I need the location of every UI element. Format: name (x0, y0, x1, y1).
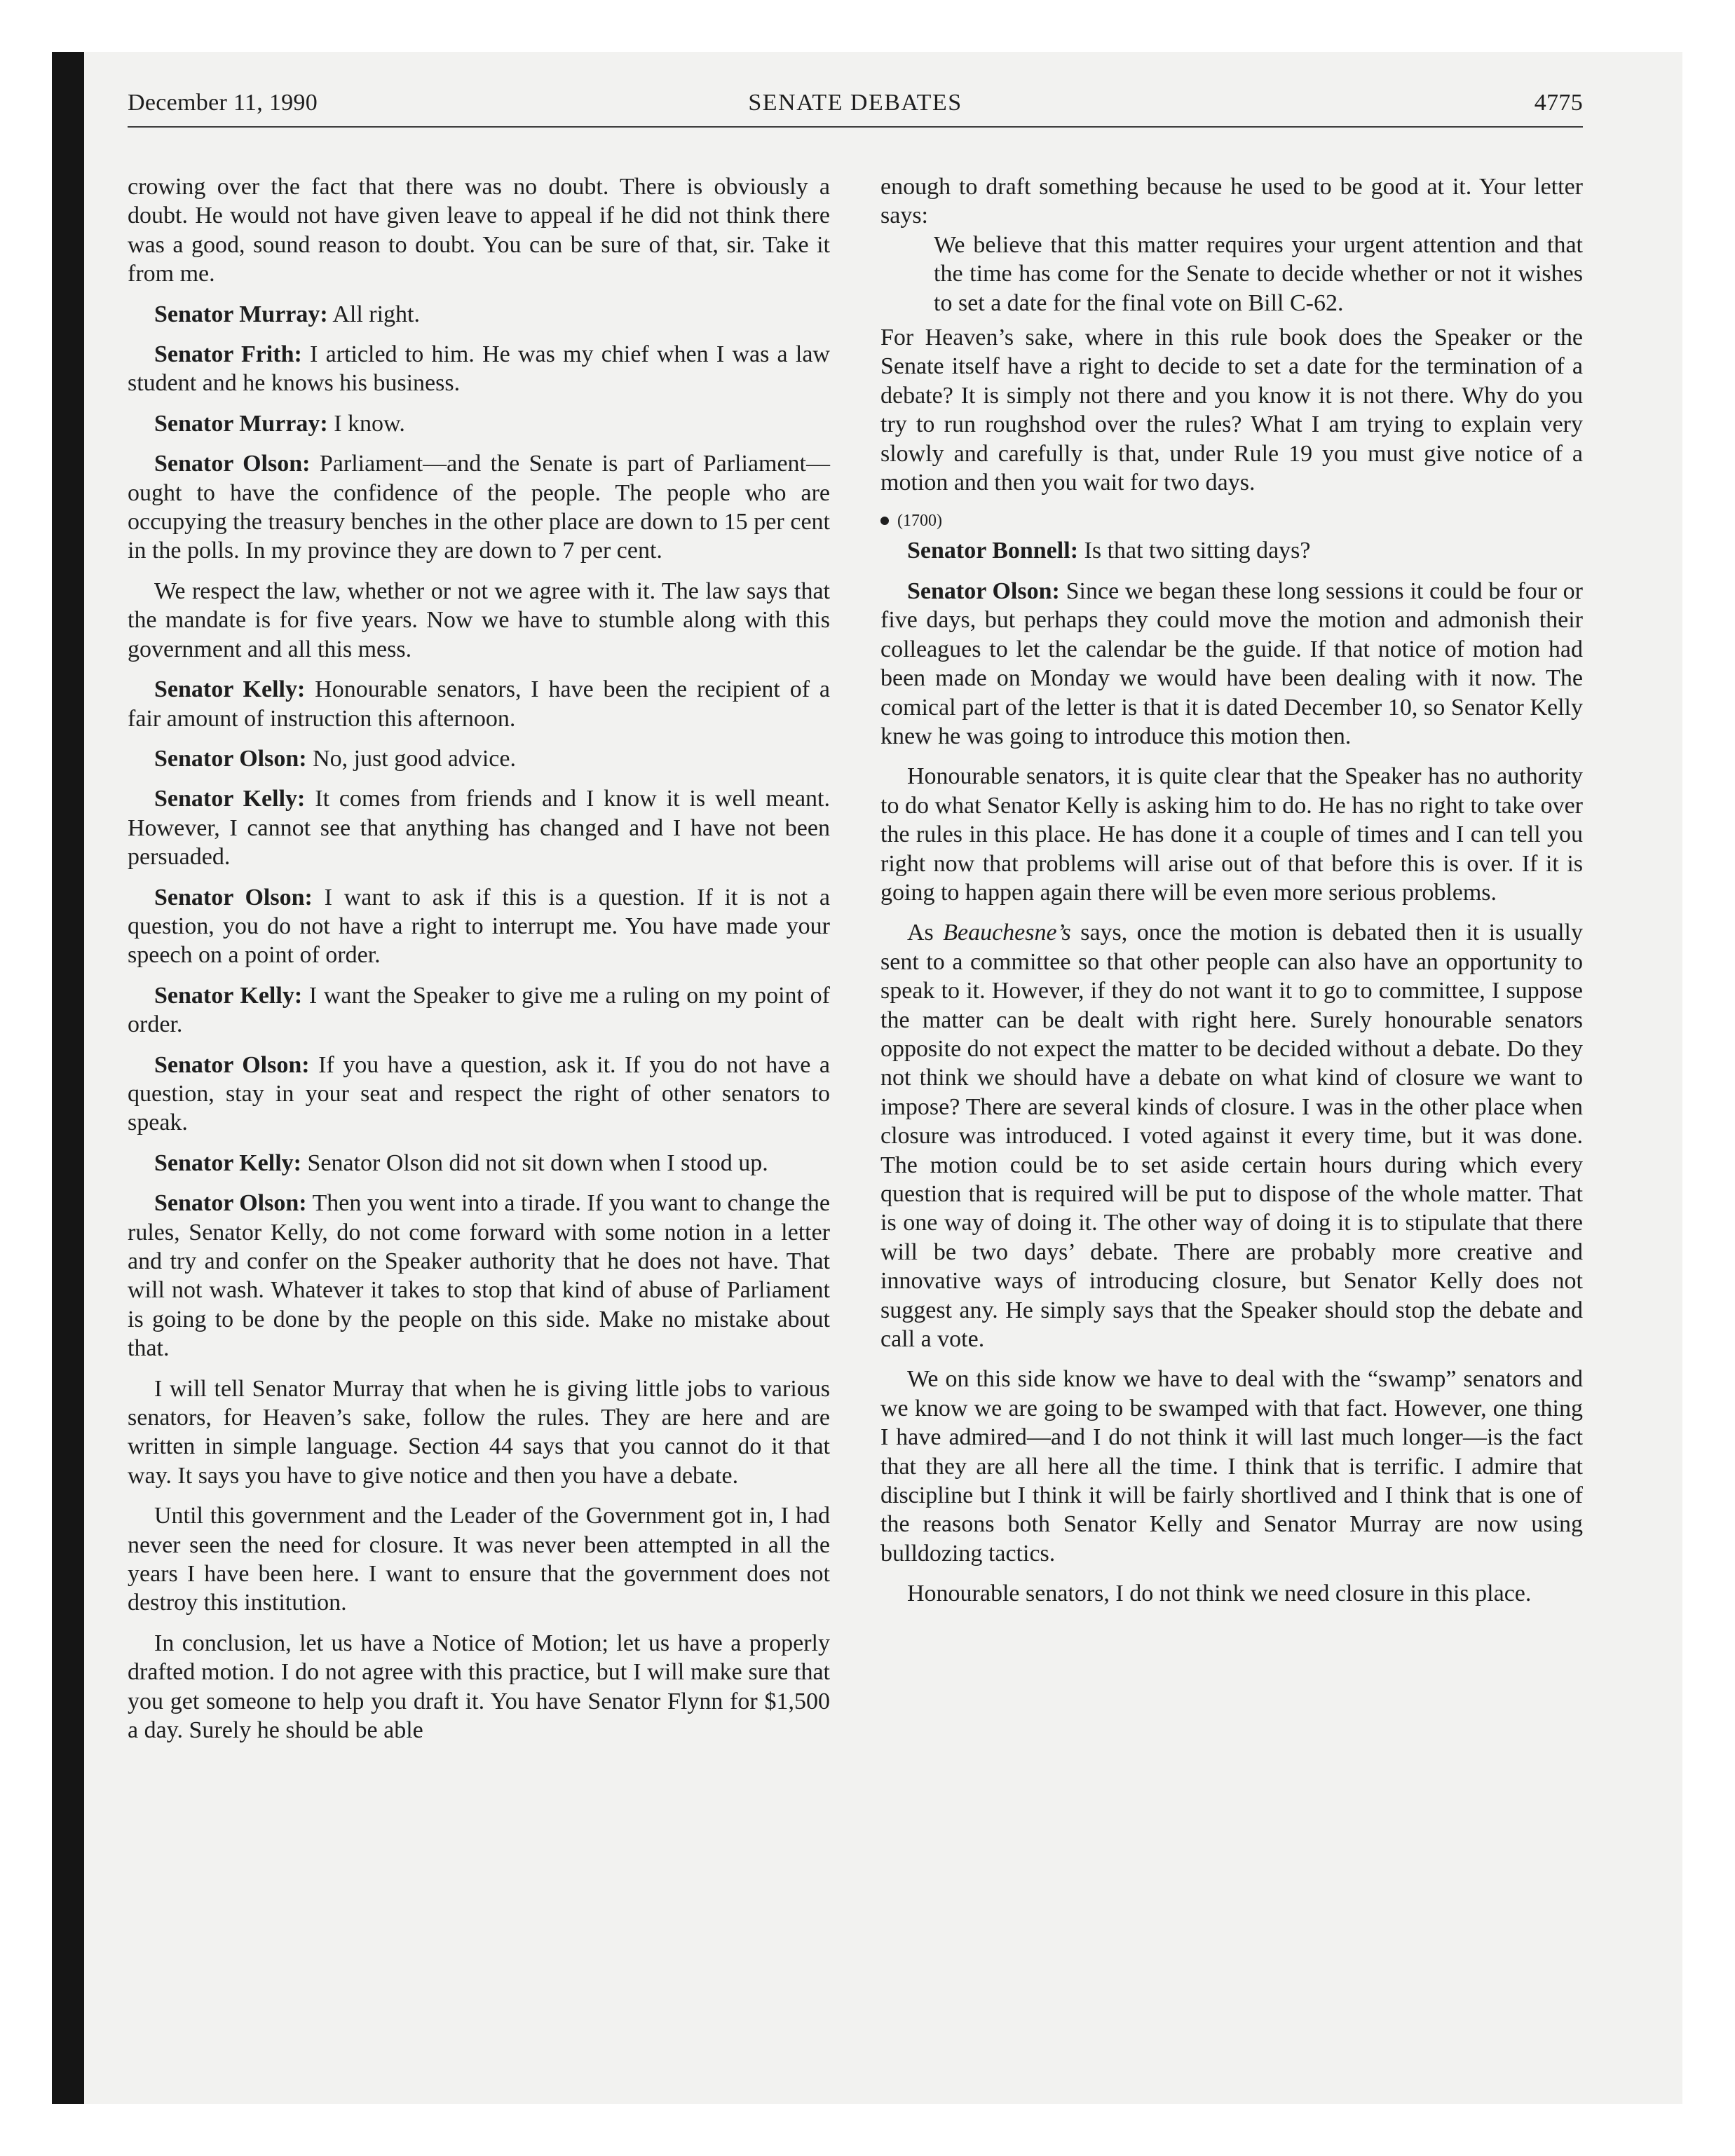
header-rule (128, 126, 1583, 128)
paragraph (880, 918, 1583, 1353)
speech-text: Is that two sitting days? (1078, 538, 1311, 564)
time-marker (880, 508, 1583, 533)
speech-text: No, just good advice. (306, 745, 516, 772)
speaker-name: Senator Olson: (154, 1051, 310, 1078)
text-run: says, once the motion is debated then it is usually sent to a committee so that other people can also have an opportunity to speak to it. However, if they do not want it to go to committee, I suppose the matter can be dealt with right here. Surely honourable senators opposite do not expect the matter to be decided without a debate. Do they not think we should have a debate on what kind of closure we want to impose? There are several kinds of closure. I was in the other place when closure was introduced. I voted against it every time, but it was done. The motion could be to set aside certain hours during which every question that is required will be put to dispose of the whole matter. That is one way of doing it. The other way of doing it is to stipulate that there will be two days’ debate. There are probably more creative and innovative ways of introducing closure, but Senator Kelly does not suggest any. He simply says that the Speaker should stop the debate and call a vote. (880, 920, 1583, 1353)
paragraph: I will tell Senator Murray that when he is giving little jobs to various senators, for Heaven’s sake, follow the rules. They are here and are written in simple language. Section 44 says that you cannot do it that way. It says you have to give notice and then you have a debate. (128, 1375, 830, 1489)
speech-text: Parliament—and the Senate is part of Parliament—ought to have the confidence of the people. The people who are occupying the treasury benches in the other place are down to 15 per cent in the polls. In my province they are down to 7 per cent. (128, 451, 830, 564)
speech-text: If you have a question, ask it. If you do not have a question, stay in your seat and respect the right of other senators to speak. (128, 1051, 830, 1136)
speech-text: I want the Speaker to give me a ruling on my point of order. (128, 982, 830, 1038)
paragraph: We respect the law, whether or not we agree with it. The law says that the mandate is for five years. Now we have to stumble along with this government and all this mess. (128, 578, 830, 662)
speaker-name: Senator Kelly: (154, 676, 306, 703)
speech (128, 300, 830, 329)
quoted-letter-text: We believe that this matter requires your urgent attention and that the time has come for the Senate to decide whether or not it wishes to set a date for the final vote on Bill C-62. (934, 231, 1583, 316)
paragraph: Honourable senators, it is quite clear that the Speaker has no authority to do what Senator Kelly is asking him to do. He has no right to take over the rules in this place. He has done it a couple of times and I can tell you right now that problems will arise out of that before this is over. If it is going to happen again there will be even more serious problems. (880, 763, 1583, 906)
paragraph: crowing over the fact that there was no doubt. There is obviously a doubt. He would not have given leave to appeal if he did not think there was a good, sound reason to doubt. You can be sure of that, sir. Take it from me. (128, 174, 830, 287)
speaker-name: Senator Bonnell: (907, 538, 1079, 564)
speech (880, 577, 1583, 751)
speech (128, 1189, 830, 1363)
paragraph: Honourable senators, I do not think we need closure in this place. (907, 1581, 1532, 1607)
speaker-name: Senator Frith: (154, 341, 302, 368)
page-number: 4775 (1534, 90, 1583, 116)
speech (128, 675, 830, 733)
block-quote (880, 231, 1583, 318)
running-head (128, 90, 1583, 123)
right-column (880, 172, 1583, 1609)
binding-edge (52, 52, 84, 2104)
speaker-name: Senator Kelly: (154, 982, 303, 1009)
paragraph: For Heaven’s sake, where in this rule book does the Speaker or the Senate itself have a right to decide to set a date for the termination of a debate? It is simply not there and you know it is not there. Why do you try to run roughshod over the rules? What I am trying to explain very slowly and carefully is that, under Rule 19 you must give notice of a motion and then you wait for two days. (880, 325, 1583, 496)
speech-text: All right. (327, 301, 421, 327)
paragraph: We on this side know we have to deal with the “swamp” senators and we know we are going to be swamped with that fact. However, one thing I have admired—and I do not think it will last much longer—is the fact that they are all here all the time. I think that is terrific. I admire that discipline but I think it will be fairly shortlived and I think that is one of the reasons both Senator Kelly and Senator Murray are now using bulldozing tactics. (880, 1366, 1583, 1567)
speech (128, 449, 830, 566)
speech (128, 409, 830, 438)
sitting-date: December 11, 1990 (128, 90, 318, 116)
speaker-name: Senator Olson: (154, 1190, 307, 1217)
speaker-name: Senator Olson: (154, 451, 311, 477)
speech-text: I know. (327, 410, 405, 437)
speech-text: It comes from friends and I know it is well meant. However, I cannot see that anything has changed and I have not been persuaded. (128, 786, 830, 871)
speech-text: Then you went into a tirade. If you want to change the rules, Senator Kelly, do not come forward with some notion in a letter and try and confer on the Speaker authority that he does not have. That will not wash. Whatever it takes to stop that kind of abuse of Parliament is going to be done by the people on this side. Make no mistake about that. (128, 1190, 830, 1362)
speech (128, 1149, 830, 1178)
speech-text: Senator Olson did not sit down when I stood up. (301, 1149, 768, 1176)
paragraph: Until this government and the Leader of the Government got in, I had never seen the need for closure. It was never been attempted in all the years I have been here. I want to ensure that the government does not destroy this institution. (128, 1503, 830, 1616)
journal-title: SENATE DEBATES (748, 90, 962, 116)
speech (128, 981, 830, 1039)
speech-text: I want to ask if this is a question. If it is not a question, you do not have a right to interrupt me. You have made your speech on a point of order. (128, 884, 830, 969)
paragraph: In conclusion, let us have a Notice of Motion; let us have a properly drafted motion. I do not agree with this practice, but I will make sure that you get someone to help you draft it. You have Senator Flynn for $1,500 a day. Surely he should be able (128, 1630, 830, 1744)
speaker-name: Senator Kelly: (154, 786, 306, 812)
speech-text: Honourable senators, I have been the recipient of a fair amount of instruction this afternoon. (128, 676, 830, 732)
bullet-icon (880, 517, 889, 525)
speech-text: I articled to him. He was my chief when I was a law student and he knows his business. (128, 341, 830, 397)
speech (128, 784, 830, 871)
speech (880, 536, 1583, 565)
speech-text: Since we began these long sessions it could be four or five days, but perhaps they could move the motion and admonish their colleagues to let the calendar be the guide. If that notice of motion had been made on Monday we would have been dealing with it now. The comical part of the letter is that it is dated December 10, so Senator Kelly knew he was going to introduce this motion then. (880, 578, 1583, 749)
speaker-name: Senator Kelly: (154, 1149, 301, 1176)
speech (128, 1051, 830, 1138)
text-run: As (907, 920, 944, 946)
speaker-name: Senator Murray: (154, 410, 328, 437)
speech (128, 883, 830, 970)
time-stamp: (1700) (897, 512, 942, 531)
speaker-name: Senator Olson: (154, 745, 307, 772)
speech (128, 744, 830, 773)
paragraph: enough to draft something because he used to be good at it. Your letter says: (880, 174, 1583, 229)
left-column (128, 172, 830, 1745)
speaker-name: Senator Murray: (154, 301, 328, 327)
speech (128, 340, 830, 398)
speaker-name: Senator Olson: (154, 884, 313, 910)
speaker-name: Senator Olson: (907, 578, 1060, 604)
book-title: Beauchesne’s (943, 920, 1071, 946)
